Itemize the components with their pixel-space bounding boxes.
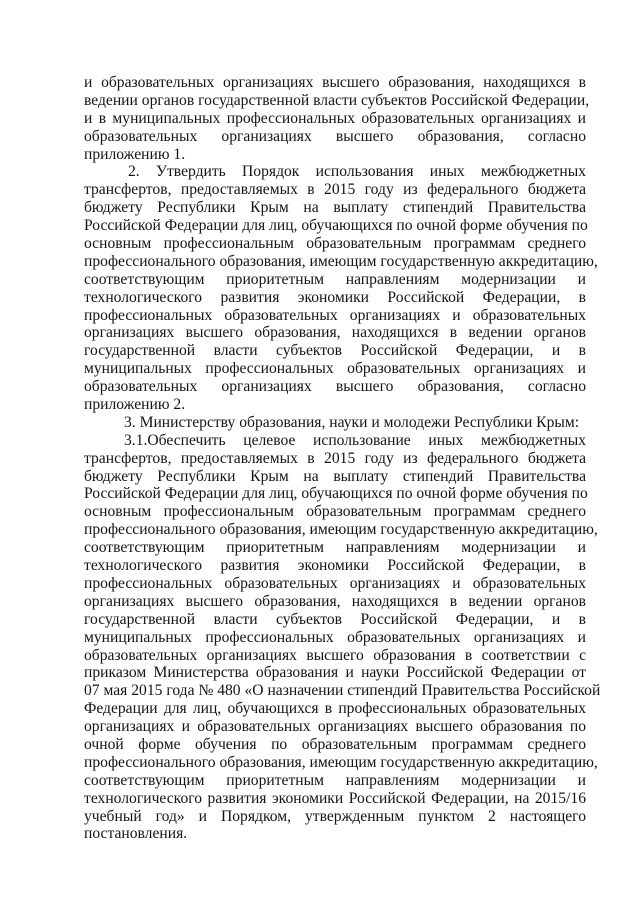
- document-page: [84, 74, 601, 843]
- text-line: 3.1.Обеспечить целевое использование иных межбюджетных: [124, 431, 586, 449]
- text-line: организациях высшего образования, находящихся в ведении органов: [84, 324, 586, 342]
- text-line: образовательных организациях высшего образования, согласно: [84, 127, 586, 145]
- text-line: трансфертов, предоставляемых в 2015 году из федерального бюджета: [84, 181, 586, 199]
- text-line: государственной власти субъектов Российской Федерации, и в: [84, 610, 586, 628]
- text-line: 2. Утвердить Порядок использования иных межбюджетных: [128, 163, 586, 181]
- text-line: профессиональных образовательных организациях и образовательных: [84, 574, 586, 592]
- text-line: соответствующим приоритетным направлениям модернизации и: [84, 270, 586, 288]
- text-line: соответствующим приоритетным направлениям модернизации и: [84, 539, 586, 557]
- text-line: образовательных организациях высшего образования, согласно: [84, 378, 586, 396]
- text-line: 07 мая 2015 года № 480 «О назначении стипендий Правительства Российской: [84, 682, 601, 700]
- text-line: бюджету Республики Крым на выплату стипендий Правительства: [84, 199, 586, 217]
- text-line: муниципальных профессиональных образовательных организациях и: [84, 360, 586, 378]
- text-line: трансфертов, предоставляемых в 2015 году из федерального бюджета: [84, 449, 586, 467]
- text-line: соответствующим приоритетным направлениям модернизации и: [84, 771, 586, 789]
- paragraph-1-continuation: [84, 74, 590, 163]
- text-line: постановления.: [84, 825, 188, 843]
- text-line: Российской Федерации для лиц, обучающихся по очной форме обучения по: [84, 485, 588, 503]
- text-line: профессионального образования, имеющим государственную аккредитацию,: [84, 521, 598, 539]
- text-line: бюджету Республики Крым на выплату стипендий Правительства: [84, 467, 586, 485]
- text-line: организациях и образовательных организациях высшего образования по: [84, 718, 586, 736]
- text-line: 3. Министерству образования, науки и молодежи Республики Крым:: [124, 413, 580, 431]
- text-line: очной форме обучения по образовательным программам среднего: [84, 735, 586, 753]
- text-line: муниципальных профессиональных образовательных организациях и: [84, 628, 586, 646]
- text-line: организациях высшего образования, находящихся в ведении органов: [84, 592, 586, 610]
- text-line: государственной власти субъектов Российской Федерации, и в: [84, 342, 586, 360]
- text-line: технологического развития экономики Российской Федерации, на 2015/16: [84, 789, 586, 807]
- text-line: и образовательных организациях высшего образования, находящихся в: [84, 74, 586, 91]
- paragraph-2: [84, 163, 598, 414]
- text-line: ведении органов государственной власти субъектов Российской Федерации,: [84, 91, 590, 109]
- text-line: профессионального образования, имеющим государственную аккредитацию,: [84, 753, 598, 771]
- paragraph-3: [84, 414, 586, 432]
- text-line: технологического развития экономики Российской Федерации, в: [84, 288, 586, 306]
- text-line: Российской Федерации для лиц, обучающихся по очной форме обучения по: [84, 217, 588, 235]
- text-line: приложению 1.: [84, 145, 186, 163]
- text-line: приложению 2.: [84, 396, 186, 414]
- paragraph-3-1: [84, 431, 601, 843]
- text-line: и в муниципальных профессиональных образовательных организациях и: [84, 109, 586, 127]
- text-line: образовательных организациях высшего образования в соответствии с: [84, 646, 586, 664]
- text-line: Федерации для лиц, обучающихся в профессиональных образовательных: [84, 700, 586, 718]
- text-line: приказом Министерства образования и науки Российской Федерации от: [84, 664, 586, 682]
- text-line: технологического развития экономики Российской Федерации, в: [84, 557, 586, 575]
- text-line: профессиональных образовательных организациях и образовательных: [84, 306, 586, 324]
- text-line: учебный год» и Порядком, утвержденным пунктом 2 настоящего: [84, 807, 586, 825]
- text-line: профессионального образования, имеющим государственную аккредитацию,: [84, 252, 598, 270]
- text-line: основным профессиональным образовательным программам среднего: [84, 235, 586, 253]
- text-line: основным профессиональным образовательным программам среднего: [84, 503, 586, 521]
